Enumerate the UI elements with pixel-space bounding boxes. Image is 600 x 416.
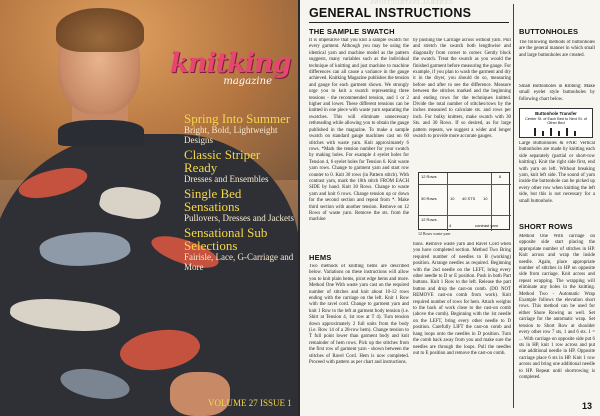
- section-heading-buttonholes: BUTTONHOLES: [519, 27, 579, 36]
- magazine-cover: [0, 0, 298, 416]
- diagram-caption: 12 Rows waste yarn: [418, 231, 451, 236]
- magazine-logo: [170, 48, 291, 96]
- paragraph: The following methods of buttonholes are the general manner in which small and large buttonholes are created.: [519, 40, 595, 58]
- coverline-heading: Single Bed Sensations: [184, 186, 242, 214]
- logo-title: knitking: [170, 48, 291, 79]
- paragraph: Small Buttonholes in Ribbing: Make small eyelet style buttonholes by following chart below.: [519, 84, 595, 102]
- title-rule: [309, 22, 509, 23]
- model-hand: [170, 372, 230, 416]
- diagram-label: 10: [483, 196, 488, 201]
- paragraph: tions. Remove waste yarn and Ravel Cord when you have completed section. Method Two Bring required number of needles to B (working) position. Arrange needles as required. Beginning with the 2nd needle on the LEFT, bring every other needle to D or E position. Push in both Part buttons. Knit 1 Row to the left. Release the part button and drop the cast-on comb. (DO NOT REMOVE cast-on comb from work). Knit required number of rows for hem. Attach weights to the back of work close to the cast-on comb (above the comb). Beginning with the 1st needle on the LEFT, bring every other needle to D position. Carefully LIFT the cast-on comb and hang loops onto the needles in D position. Turn the comb back away from you and make sure the needles are through the loops. Pull the needles out to E position and remove the cast-on comb.: [413, 242, 511, 356]
- chart-title: Buttonhole Transfer: [535, 111, 577, 116]
- coverline-subtext: Dresses and Ensembles: [184, 174, 269, 184]
- needle-diagram: [530, 126, 584, 136]
- chart-subtitle: Center St. of Each Bed to Next St. of Other Bed: [525, 117, 587, 126]
- sample-swatch-text-col1: [309, 38, 409, 250]
- diagram-line: [419, 215, 511, 216]
- buttonholes-small: [519, 84, 595, 104]
- coverline-subtext: Pullovers, Dresses and Jackets: [184, 213, 294, 223]
- coverline-heading: Classic Striper Ready: [184, 147, 261, 175]
- logo-subtitle: magazine: [223, 76, 272, 87]
- diagram-label: 6: [499, 174, 502, 179]
- model-hair: [56, 8, 144, 52]
- model-collar: [58, 120, 144, 146]
- diagram-label: 30 Rows: [421, 196, 437, 201]
- diagram-line: [419, 184, 511, 185]
- section-heading-hems: HEMS: [309, 253, 332, 262]
- diagram-label: 12 Rows: [421, 174, 437, 179]
- section-heading-short-rows: SHORT ROWS: [519, 222, 573, 231]
- diagram-label: 4: [449, 223, 452, 228]
- page-title: GENERAL INSTRUCTIONS: [309, 6, 472, 20]
- needle-mark: [574, 131, 576, 136]
- needle-mark: [550, 128, 552, 136]
- hems-text-col2: [413, 242, 511, 409]
- section-heading-sample-swatch: THE SAMPLE SWATCH: [309, 27, 395, 36]
- short-rows-text: [519, 234, 595, 394]
- diagram-label: contrast yarn: [475, 223, 499, 228]
- diagram-line: [447, 173, 448, 231]
- coverline-heading: Spring Into Summer: [184, 111, 291, 126]
- cover-lines: [184, 112, 296, 275]
- swatch-diagram: [418, 172, 510, 230]
- paragraph: Large Buttonholes & FNR: Vertical buttonholes are made by knitting each side separately (partial or short-row knitting). Knit the right side first, end with yarn on left. Without breaking yarn, knit left side. The sound of yarn inside the buttonhole can be picked up every other row when knitting the left side, but this is not necessary for a small buttonhole.: [519, 141, 595, 204]
- instructions-page: [300, 0, 600, 416]
- page-number: 13: [581, 401, 592, 411]
- bleed-through-text: GENERAL INSTRUCTIONS: [370, 0, 453, 6]
- diagram-label: 12 Rows: [421, 217, 437, 222]
- diagram-label: 40 STS: [462, 196, 476, 201]
- needle-mark: [542, 131, 544, 136]
- buttonhole-transfer-chart: [519, 108, 593, 138]
- hems-text-col1: [309, 264, 409, 409]
- issue-volume: VOLUME 27 ISSUE 1: [208, 398, 292, 408]
- sample-swatch-text-col2: [413, 38, 511, 170]
- buttonholes-large: [519, 141, 595, 215]
- buttonholes-intro: [519, 40, 595, 82]
- paragraph: Two methods of knitting hems are described below. Variations on these instructions will allow you to knit plain hems, picot edge hems and more. Method One With waste yarn cast on the required number of stitches and knit about 10-12 rows ending with the carriage on the left. Knit 1 Row with the ravel cord. Change to garment yarn and knit 1 Row to the left at garment body tension (i.e. Shirt at Tension 4, 1st row at T 4). Turn tension down approximately 2 full units from the body (i.e. Row 14 of a 28-row hem). Change tension to T full point lower than garment body and knit remainder of hem rows. Pick up the stitches from the first row of garment yarn - shown between the stitches of Ravel Cord. Hem is now completed. Proceed with pattern as per chart and instructions.: [309, 264, 409, 366]
- needle-mark: [534, 128, 536, 136]
- diagram-label: 10: [450, 196, 455, 201]
- paragraph: It is imperative that you knit a sample swatch for every garment. Although you may be using the identical yarn and machine model as the pattern suggests, many variables such as the individual technique of knitting and just machine to machine differences can all cause a variance in the gauge achieved. Knitking Magazine publishes the tension and gauge for each garment shown. We strongly urge you to knit a swatch representing three tensions - the recommended tension, and 1 or 2 higher and lower. These different tensions can be knitted in one piece with waste yarn separating the swatches. This will eliminate unnecessary rethreading while allowing you to obtain the gauge published in the magazine. To make a sample swatch on standard gauge machines cast on 60 stitches with waste yarn. Knit approximately 6 rows. *Mark the tension number for your swatch by making holes. For example 4 eyelet holes for Tension 4, 6 eyelet holes for Tension 6. Knit waste yarn rows. Change to garment yarn and start row counter to 0. Knit 30 rows (in Pattern stitch). With contrast yarn, mark the 10th stitch FROM EACH SIDE by hand. Knit 30 Rows. Change to waste yarn and knit 6 rows. Change tension up or down for the second section and repeat from *. Make third section with another tension. Remove on 12 Rows of waste yarn. Remove the sts. from the machine: [309, 38, 409, 223]
- column-divider: [513, 4, 514, 408]
- coverline-subtext: Bright, Bold, Lightweight Designs: [184, 125, 278, 145]
- paragraph: by pushing the Carriage across without yarn. Pull and stretch the swatch both lengthwise and diagonally from corner to corner. Gently block the swatch. Treat the swatch as you would the finished garment before measuring the gauge. For example, if you plan to wash the garment and dry it in the dryer, you should do so, measuring before and after to see the difference. Measure between the stitches marked and the beginning and ending rows for the techniques knitted. Divide the total number of stitches/rows by the inches measured to calculate sts. and rows per inch. For bulky knitters, make swatch with 30 Sts. and 30 Rows. If so desired, as for large pattern repeats, we suggest a wider and longer swatch to provide more accurate gauges.: [413, 38, 511, 140]
- coverline-subtext: Fairisle, Lace, G-Carriage and More: [184, 252, 294, 272]
- coverline-heading: Sensational Sub Selections: [184, 225, 268, 253]
- paragraph: Method One With carriage on opposite side start placing the appropriate number of stitches in HP. Knit across and wrap the inside needle. Again, place appropriate number of stitches in HP on opposite side from carriage. Knit across and repeat wrapping. The wrapping will eliminate any holes in the knitting. Method Two - Automatic Wrap Example follows the elevation short rows. This method can be used for either Shore Rowing as well. Set carriage for the automatic wrap. Set tension to Short Row at shoulder every other row 7 sts, 1 and 6 sts. 1 = ... With carriage on opposite side put 6 sts in HP, knit 1 row across and put one additional needle in HP. Opposite carriage place 6 sts in HP. Knit 1 row across and bring one additional needle to HP. Repeat until shortrowing is completed.: [519, 234, 595, 380]
- needle-mark: [558, 131, 560, 136]
- needle-mark: [566, 128, 568, 136]
